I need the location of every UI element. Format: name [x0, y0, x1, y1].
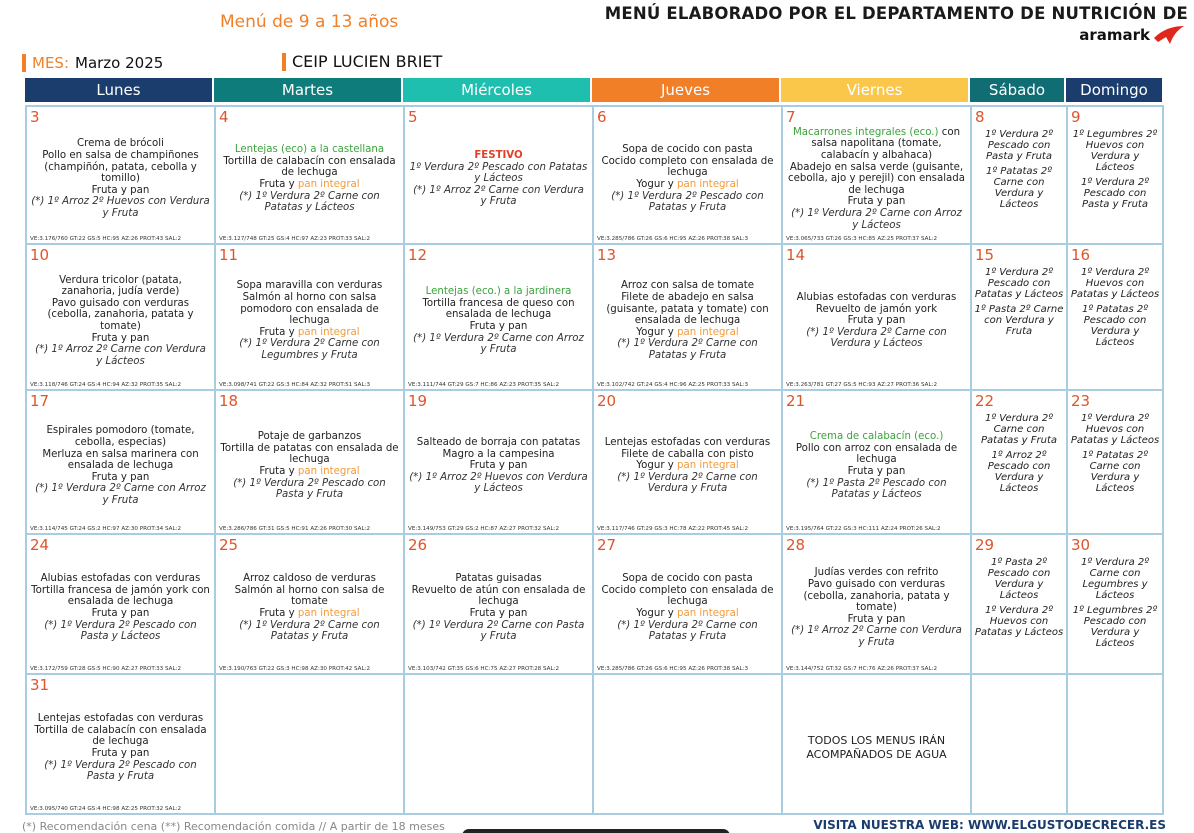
weekend-suggestion: 1º Verdura 2º Carne con Legumbres y Lácteos: [1081, 557, 1149, 601]
menu-line: Cocido completo con ensalada de lechuga: [601, 584, 774, 608]
weekend-suggestion: 1º Patatas 2º Carne con Verdura y Lácteos: [1082, 450, 1148, 494]
day-cell: [783, 535, 972, 675]
menu-content: [405, 127, 592, 231]
day-cell: [405, 675, 594, 815]
day-cell: [783, 391, 972, 535]
menu-content: [594, 695, 781, 801]
menu-line: (*) 1º Verdura 2º Carne con Patatas y Lácteos: [239, 190, 380, 214]
month-label: MES:: [32, 54, 69, 72]
menu-content: [783, 265, 970, 377]
menu-content: [27, 127, 214, 231]
menu-line: Abadejo en salsa verde (guisante, cebolla, ajo y perejil) con ensalada de lechuga: [787, 161, 966, 196]
menu-content: [972, 695, 1066, 801]
menu-line: Lentejas estofadas con verduras: [37, 713, 204, 725]
day-cell: [972, 535, 1068, 675]
menu-content: [972, 129, 1066, 231]
menu-line: (*) 1º Arroz 2º Huevos con Verdura y Fruta: [31, 196, 210, 219]
menu-line: (*) 1º Verdura 2º Pescado con Patatas y Fruta: [611, 190, 764, 214]
menu-line: Cocido completo con ensalada de lechuga: [601, 155, 774, 179]
menu-content: [27, 411, 214, 521]
menu-content: [1068, 413, 1162, 521]
menu-content: [594, 555, 781, 661]
menu-line: (*) 1º Verdura 2º Carne con Patatas y Fruta: [617, 619, 758, 643]
menu-line: Verdura tricolor (patata, zanahoria, judía verde): [59, 274, 182, 298]
nutrition-info: VE:3.285/786 GT:26 GS:6 HC:95 AZ:26 PROT:38 SAL:3: [597, 666, 749, 672]
weekend-suggestion: 1º Verdura 2º Pescado con Pasta y Fruta: [985, 129, 1053, 162]
month-box: [22, 54, 163, 72]
menu-line: Salmón al horno con salsa pomodoro con ensalada de lechuga: [240, 292, 379, 327]
menu-content: [783, 127, 970, 231]
menu-line: Pollo con arroz con ensalada de lechuga: [795, 442, 958, 466]
menu-content: [27, 555, 214, 661]
weekend-suggestion: 1º Verdura 2º Carne con Patatas y Fruta: [981, 413, 1057, 446]
day-cell: [1068, 105, 1164, 245]
logo-text: aramark: [1079, 26, 1150, 44]
menu-line: Lentejas (eco) a la castellana: [234, 144, 385, 156]
day-number: 7: [786, 108, 796, 126]
menu-line: Pavo guisado con verduras (cebolla, zanahoria, patata y tomate): [803, 579, 950, 614]
day-number: 28: [786, 536, 806, 554]
day-number: 19: [408, 392, 428, 410]
menu-line: Fruta y pan integral: [259, 466, 360, 477]
day-cell: [405, 105, 594, 245]
menu-line: Yogur y pan integral: [636, 460, 739, 472]
menu-line: FESTIVO: [474, 150, 523, 162]
menu-line: Fruta y pan integral: [259, 326, 360, 338]
menu-line: Fruta y pan integral: [259, 179, 360, 190]
nutrition-info: VE:3.127/748 GT:25 GS:4 HC:97 AZ:23 PROT:33 SAL:2: [219, 236, 371, 242]
nutrition-info: VE:3.176/760 GT:22 GS:5 HC:95 AZ:26 PROT:43 SAL:2: [30, 236, 182, 242]
menu-content: [1068, 557, 1162, 661]
menu-line: Fruta y pan: [91, 471, 150, 483]
menu-content: [405, 555, 592, 661]
weekend-suggestion: 1º Patatas 2º Carne con Verdura y Lácteos: [986, 166, 1052, 210]
day-number: 29: [975, 536, 995, 554]
month-value: Marzo 2025: [75, 54, 164, 72]
day-cell: [27, 105, 216, 245]
nutrition-info: VE:3.102/742 GT:24 GS:4 HC:96 AZ:25 PROT:33 SAL:3: [597, 382, 749, 388]
day-cell: [216, 245, 405, 391]
menu-content: [405, 411, 592, 521]
day-cell: [594, 675, 783, 815]
menu-line: Fruta y pan: [847, 196, 906, 208]
aramark-star-icon: [1152, 24, 1186, 46]
menu-content: [216, 127, 403, 231]
menu-line: Pavo guisado con verduras (cebolla, zanahoria, patata y tomate): [47, 297, 194, 332]
menu-line: Tortilla de calabacín con ensalada de lechuga: [223, 155, 396, 179]
menu-line: Macarrones integrales (eco.) con salsa napolitana (tomate, calabacín y albahaca): [792, 126, 961, 162]
menu-line: Sopa de cocido con pasta: [622, 144, 753, 156]
menu-line: Fruta y pan: [469, 460, 528, 472]
school-marker: [282, 53, 286, 71]
nutrition-info: VE:3.190/763 GT:22 GS:3 HC:98 AZ:30 PROT:42 SAL:2: [219, 666, 371, 672]
day-number: 13: [597, 246, 617, 264]
menu-content: [972, 413, 1066, 521]
menu-line: Tortilla de patatas con ensalada de lechuga: [220, 442, 399, 466]
menu-content: [216, 411, 403, 521]
nutrition-info: VE:3.118/746 GT:24 GS:4 HC:94 AZ:32 PROT:35 SAL:2: [30, 382, 182, 388]
day-number: 4: [219, 108, 229, 126]
day-cell: [783, 675, 972, 815]
menu-line: Sopa de cocido con pasta: [622, 573, 753, 585]
day-cell: [216, 535, 405, 675]
weekday-header-5: Sábado: [970, 78, 1066, 102]
menu-content: [1068, 129, 1162, 231]
menu-content: [972, 267, 1066, 377]
footer-website: VISITA NUESTRA WEB: WWW.ELGUSTODECRECER.ES: [813, 818, 1166, 832]
day-number: 14: [786, 246, 806, 264]
menu-line: Fruta y pan: [91, 332, 150, 344]
weekday-header-row: [25, 78, 1169, 102]
nutrition-info: VE:3.117/746 GT:29 GS:3 HC:78 AZ:22 PROT:45 SAL:2: [597, 526, 749, 532]
menu-line: (*) 1º Arroz 2º Huevos con Verdura y Lácteos: [409, 471, 588, 495]
menu-content: [783, 555, 970, 661]
menu-content: [216, 555, 403, 661]
nutrition-info: VE:3.095/740 GT:24 GS:4 HC:98 AZ:25 PROT:32 SAL:2: [30, 806, 182, 812]
menu-content: [594, 265, 781, 377]
footer-note: (*) Recomendación cena (**) Recomendación comida // A partir de 18 meses: [22, 820, 445, 833]
nutrition-info: VE:3.263/781 GT:27 GS:5 HC:93 AZ:27 PROT:36 SAL:2: [786, 382, 938, 388]
weekend-suggestion: 1º Arroz 2º Pescado con Verdura y Lácteos: [987, 450, 1051, 494]
day-number: 31: [30, 676, 50, 694]
menu-line: Magro a la campesina: [442, 448, 555, 460]
day-cell: [594, 535, 783, 675]
nutrition-info: VE:3.065/733 GT:26 GS:3 HC:85 AZ:25 PROT:37 SAL:2: [786, 236, 938, 242]
weekend-suggestion: 1º Verdura 2º Huevos con Patatas y Lácteos: [1070, 267, 1160, 300]
menu-line: Revuelto de jamón york: [815, 303, 938, 315]
menu-content: [405, 265, 592, 377]
day-number: 12: [408, 246, 428, 264]
menu-line: Tortilla francesa de queso con ensalada de lechuga: [422, 297, 575, 321]
menu-line: (*) 1º Verdura 2º Pescado con Pasta y Lácteos: [44, 619, 197, 643]
menu-line: Crema de calabacín (eco.): [809, 431, 944, 443]
calendar-weeks: [25, 105, 1169, 815]
day-number: 6: [597, 108, 607, 126]
menu-line: (*) 1º Arroz 2º Carne con Verdura y Fruta: [413, 184, 584, 208]
day-number: 8: [975, 108, 985, 126]
age-range-title: Menú de 9 a 13 años: [220, 12, 399, 32]
day-cell: [1068, 391, 1164, 535]
day-cell: [405, 535, 594, 675]
menu-line: Crema de brócoli: [77, 138, 164, 150]
menu-line: Alubias estofadas con verduras: [40, 573, 201, 585]
school-box: [282, 52, 442, 71]
menu-content: [405, 695, 592, 801]
menu-line: Yogur y pan integral: [636, 326, 739, 338]
day-cell: [405, 391, 594, 535]
day-number: 20: [597, 392, 617, 410]
menu-line: Tortilla francesa de jamón york con ensalada de lechuga: [31, 584, 210, 608]
menu-content: [216, 265, 403, 377]
menu-content: [216, 695, 403, 801]
weekday-header-6: Domingo: [1066, 78, 1162, 102]
menu-line: Fruta y pan: [469, 321, 528, 332]
weekend-suggestion: 1º Verdura 2º Huevos con Patatas y Lácteos: [1070, 413, 1160, 446]
aramark-logo: [1079, 24, 1186, 46]
day-cell: [216, 391, 405, 535]
nutrition-info: VE:3.144/752 GT:32 GS:7 HC:76 AZ:26 PROT:37 SAL:2: [786, 666, 938, 672]
day-cell: [594, 105, 783, 245]
menu-line: (*) 1º Verdura 2º Pescado con Pasta y Fruta: [233, 477, 386, 501]
day-number: 27: [597, 536, 617, 554]
day-cell: [783, 105, 972, 245]
week-row: [25, 675, 1169, 815]
weekday-header-4: Viernes: [781, 78, 970, 102]
menu-line: Fruta y pan: [847, 466, 906, 477]
menu-content: [783, 695, 970, 801]
nutrition-info: VE:3.103/742 GT:35 GS:6 HC:75 AZ:27 PROT:28 SAL:2: [408, 666, 560, 672]
menu-line: Potaje de garbanzos: [257, 431, 362, 443]
menu-line: Arroz con salsa de tomate: [620, 280, 755, 292]
menu-line: Sopa maravilla con verduras: [236, 280, 383, 292]
day-cell: [594, 245, 783, 391]
menu-line: Judías verdes con refrito: [814, 567, 939, 579]
weekend-suggestion: 1º Pasta 2º Carne con Verdura y Fruta: [974, 304, 1064, 337]
nutrition-info: VE:3.195/764 GT:22 GS:3 HC:111 AZ:24 PROT:26 SAL:2: [786, 526, 941, 532]
menu-content: [594, 411, 781, 521]
menu-content: [1068, 695, 1162, 801]
water-note: TODOS LOS MENUS IRÁN ACOMPAÑADOS DE AGUA: [806, 734, 947, 761]
menu-line: Revuelto de atún con ensalada de lechuga: [411, 584, 586, 608]
menu-line: (*) 1º Pasta 2º Pescado con Patatas y Lácteos: [806, 477, 947, 501]
day-cell: [972, 391, 1068, 535]
menu-line: Filete de caballa con pisto: [621, 448, 754, 460]
menu-line: Salteado de borraja con patatas: [416, 437, 581, 449]
nutrition-info: VE:3.172/759 GT:28 GS:5 HC:90 AZ:27 PROT:33 SAL:2: [30, 666, 182, 672]
day-number: 15: [975, 246, 995, 264]
menu-content: [27, 695, 214, 801]
day-number: 17: [30, 392, 50, 410]
menu-line: Tortilla de calabacín con ensalada de lechuga: [34, 724, 207, 748]
day-number: 23: [1071, 392, 1091, 410]
week-row: [25, 105, 1169, 245]
day-cell: [972, 245, 1068, 391]
day-number: 5: [408, 108, 418, 126]
nutrition-info: VE:3.286/786 GT:31 GS:5 HC:91 AZ:26 PROT:30 SAL:2: [219, 526, 371, 532]
weekend-suggestion: 1º Legumbres 2º Pescado con Verdura y Lácteos: [1072, 605, 1158, 649]
menu-line: (*) 1º Verdura 2º Carne con Verdura y Fruta: [617, 471, 758, 495]
day-cell: [27, 535, 216, 675]
menu-line: Merluza en salsa marinera con ensalada de lechuga: [42, 448, 199, 472]
menu-line: Lentejas (eco.) a la jardinera: [425, 286, 572, 298]
menu-line: (*) 1º Verdura 2º Carne con Pasta y Fruta: [412, 619, 585, 643]
day-cell: [972, 105, 1068, 245]
main-title: MENÚ ELABORADO POR EL DEPARTAMENTO DE NUTRICIÓN DE: [604, 4, 1188, 23]
menu-content: [1068, 267, 1162, 377]
weekend-suggestion: 1º Patatas 2º Pescado con Verdura y Lácteos: [1082, 304, 1148, 348]
menu-line: Pollo en salsa de champiñones (champiñón, patata, cebolla y tomillo): [42, 150, 199, 185]
day-number: 24: [30, 536, 50, 554]
menu-line: 1º Verdura 2º Pescado con Patatas y Lácteos: [409, 161, 588, 185]
menu-line: Fruta y pan: [91, 184, 150, 196]
school-name: CEIP LUCIEN BRIET: [292, 52, 443, 71]
menu-line: (*) 1º Verdura 2º Carne con Arroz y Lácteos: [791, 207, 962, 231]
day-cell: [783, 245, 972, 391]
day-cell: [216, 105, 405, 245]
menu-line: Arroz caldoso de verduras: [243, 573, 376, 585]
menu-line: Yogur y pan integral: [636, 179, 739, 190]
menu-line: Filete de abadejo en salsa (guisante, patata y tomate) con ensalada de lechuga: [606, 292, 769, 327]
week-row: [25, 391, 1169, 535]
menu-line: (*) 1º Arroz 2º Carne con Verdura y Lácteos: [35, 344, 206, 367]
menu-line: (*) 1º Verdura 2º Carne con Legumbres y Fruta: [239, 338, 380, 361]
month-marker: [22, 54, 26, 72]
menu-line: (*) 1º Verdura 2º Carne con Arroz y Fruta: [413, 332, 584, 356]
day-number: 21: [786, 392, 806, 410]
day-cell: [1068, 675, 1164, 815]
day-number: 30: [1071, 536, 1091, 554]
nutrition-info: VE:3.149/753 GT:29 GS:2 HC:87 AZ:27 PROT:32 SAL:2: [408, 526, 560, 532]
nutrition-info: VE:3.285/786 GT:26 GS:6 HC:95 AZ:26 PROT:38 SAL:3: [597, 236, 749, 242]
weekend-suggestion: 1º Verdura 2º Pescado con Pasta y Fruta: [1081, 177, 1149, 210]
day-number: 22: [975, 392, 995, 410]
weekend-suggestion: 1º Pasta 2º Pescado con Verdura y Lácteos: [987, 557, 1051, 601]
weekday-header-3: Jueves: [592, 78, 781, 102]
menu-line: Fruta y pan: [91, 608, 150, 619]
menu-line: Alubias estofadas con verduras: [796, 292, 957, 304]
day-number: 10: [30, 246, 50, 264]
menu-content: [27, 265, 214, 377]
weekend-suggestion: 1º Verdura 2º Huevos con Patatas y Lácteos: [974, 605, 1064, 638]
week-row: [25, 245, 1169, 391]
nutrition-info: VE:3.114/745 GT:24 GS:2 HC:97 AZ:30 PROT:34 SAL:2: [30, 526, 182, 532]
menu-line: Fruta y pan integral: [259, 608, 360, 619]
day-number: 9: [1071, 108, 1081, 126]
menu-line: Yogur y pan integral: [636, 608, 739, 619]
nutrition-info: VE:3.111/744 GT:29 GS:7 HC:86 AZ:23 PROT:35 SAL:2: [408, 382, 560, 388]
weekday-header-1: Martes: [214, 78, 403, 102]
day-number: 26: [408, 536, 428, 554]
menu-line: (*) 1º Arroz 2º Carne con Verdura y Fruta: [791, 625, 962, 648]
day-cell: [405, 245, 594, 391]
day-cell: [972, 675, 1068, 815]
day-number: 16: [1071, 246, 1091, 264]
week-row: [25, 535, 1169, 675]
menu-content: [972, 557, 1066, 661]
nutrition-info: VE:3.098/741 GT:22 GS:3 HC:84 AZ:32 PROT:51 SAL:3: [219, 382, 371, 388]
day-number: 11: [219, 246, 239, 264]
day-cell: [594, 391, 783, 535]
day-cell: [27, 391, 216, 535]
day-cell: [27, 675, 216, 815]
menu-content: [594, 127, 781, 231]
menu-line: Fruta y pan: [847, 315, 906, 327]
menu-line: Fruta y pan: [469, 608, 528, 619]
day-cell: [216, 675, 405, 815]
day-number: 18: [219, 392, 239, 410]
weekend-suggestion: 1º Verdura 2º Pescado con Patatas y Lácteos: [974, 267, 1064, 300]
menu-line: (*) 1º Verdura 2º Pescado con Pasta y Fruta: [44, 759, 197, 783]
day-number: 3: [30, 108, 40, 126]
menu-line: Fruta y pan: [91, 748, 150, 759]
day-cell: [27, 245, 216, 391]
day-number: 25: [219, 536, 239, 554]
weekday-header-2: Miércoles: [403, 78, 592, 102]
menu-content: [783, 411, 970, 521]
menu-calendar: [25, 78, 1169, 815]
menu-line: Salmón al horno con salsa de tomate: [234, 584, 385, 608]
menu-line: (*) 1º Verdura 2º Carne con Arroz y Fruta: [35, 483, 206, 506]
menu-line: (*) 1º Verdura 2º Carne con Patatas y Fruta: [239, 619, 380, 643]
day-cell: [1068, 535, 1164, 675]
weekend-suggestion: 1º Legumbres 2º Huevos con Verdura y Lácteos: [1072, 129, 1158, 173]
footer-pill: [462, 829, 730, 833]
menu-line: Patatas guisadas: [455, 573, 542, 585]
menu-line: Lentejas estofadas con verduras: [604, 437, 771, 449]
menu-line: Espirales pomodoro (tomate, cebolla, especias): [46, 425, 195, 449]
menu-line: (*) 1º Verdura 2º Carne con Patatas y Fruta: [617, 338, 758, 361]
menu-line: (*) 1º Verdura 2º Carne con Verdura y Lácteos: [806, 326, 947, 350]
weekday-header-0: Lunes: [25, 78, 214, 102]
menu-line: Fruta y pan: [847, 613, 906, 625]
day-cell: [1068, 245, 1164, 391]
